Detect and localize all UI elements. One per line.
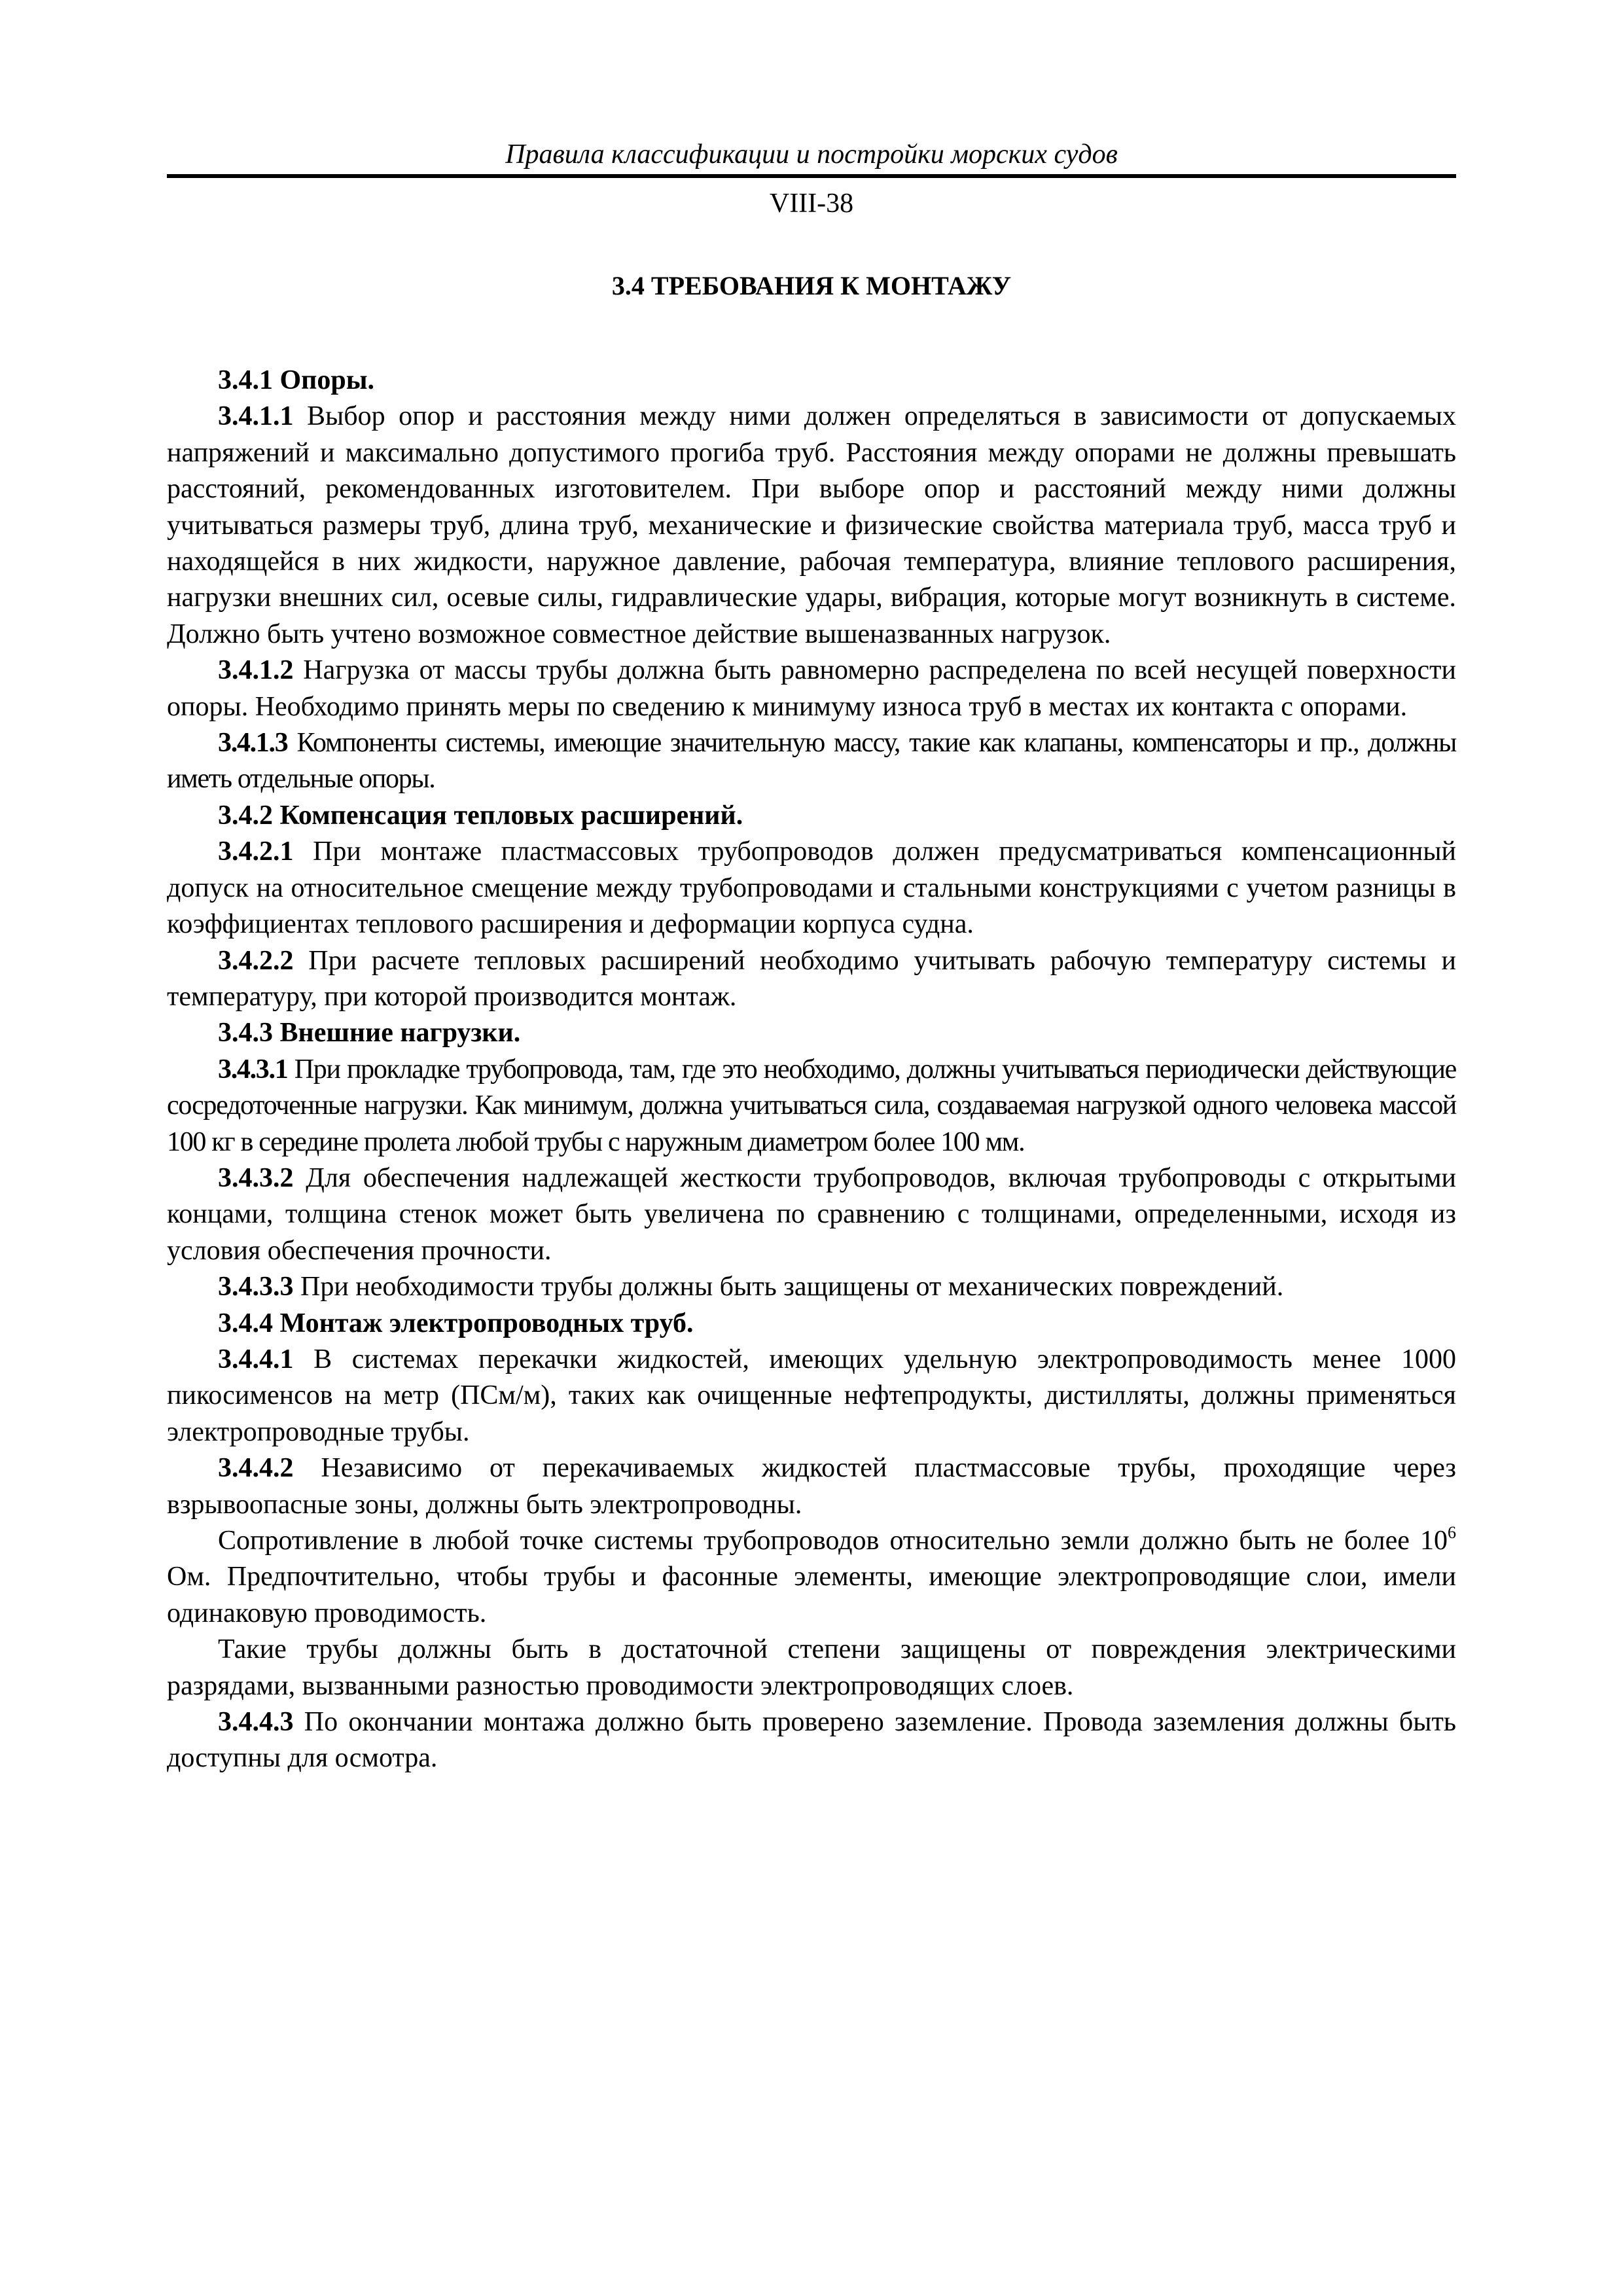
clause-text: При необходимости трубы должны быть защищены от механических повреждений. bbox=[300, 1272, 1284, 1302]
paragraph-resistance bbox=[167, 1523, 1456, 1632]
paragraph-3-4-4-1 bbox=[167, 1342, 1456, 1450]
clause-text: Независимо от перекачиваемых жидкостей пластмассовые трубы, проходящие через взрывоопасные зоны, должны быть электропроводны. bbox=[167, 1453, 1456, 1520]
clause-number: 3.4.4.1 bbox=[218, 1344, 294, 1374]
clause-text: Нагрузка от массы трубы должна быть равномерно распределена по всей несущей поверхности опоры. Необходимо принять меры по сведению к минимуму износа труб в местах их контакта с опорами. bbox=[167, 655, 1457, 722]
running-title: Правила классификации и постройки морских судов bbox=[505, 139, 1118, 170]
paragraph-3-4-2-2 bbox=[167, 943, 1456, 1016]
clause-text: Компоненты системы, имеющие значительную массу, такие как клапаны, компенсаторы и пр., должны иметь отдельные опоры. bbox=[167, 728, 1456, 795]
paragraph-3-4-4-2 bbox=[167, 1450, 1456, 1523]
paragraph-3-4-1-2 bbox=[167, 653, 1456, 725]
page-number: VIII-38 bbox=[769, 188, 854, 219]
paragraph-3-4-3-3 bbox=[167, 1269, 1456, 1305]
header-rule bbox=[167, 174, 1456, 178]
clause-number: 3.4.1.3 bbox=[218, 728, 288, 759]
clause-text: При расчете тепловых расширений необходимо учитывать рабочую температуру системы и температуру, при которой производится монтаж. bbox=[167, 945, 1456, 1012]
paragraph-3-4-2-1 bbox=[167, 834, 1456, 942]
clause-text: При прокладке трубопровода, там, где это необходимо, должны учитываться периодически действующие сосредоточенные нагрузки. Как минимум, должна учитываться сила, создаваемая нагрузкой одного человека массой 100 кг в середине пролета любой трубы с наружным диаметром более 100 мм. bbox=[167, 1054, 1456, 1157]
resistance-exponent: 6 bbox=[1448, 1523, 1456, 1542]
clause-number: 3.4.3.1 bbox=[218, 1054, 288, 1085]
resistance-text-end: Ом. Предпочтительно, чтобы трубы и фасонные элементы, имеющие электропроводящие слои, имели одинаковую проводимость. bbox=[167, 1562, 1456, 1628]
clause-text: Выбор опор и расстояния между ними должен определяться в зависимости от допускаемых напряжений и максимально допустимого прогиба труб. Расстояния между опорами не должны превышать расстояний, рекомендованных изготовителем. При выборе опор и расстояний между ними должны учитываться размеры труб, длина труб, механические и физические свойства материала труб, масса труб и находящейся в них жидкости, наружное давление, рабочая температура, влияние теплового расширения, нагрузки внешних сил, осевые силы, гидравлические удары, вибрация, которые могут возникнуть в системе. Должно быть учтено возможное совместное действие вышеназванных нагрузок. bbox=[167, 401, 1457, 649]
subsection-heading-3-4-3: 3.4.3 Внешние нагрузки. bbox=[218, 1018, 521, 1049]
clause-number: 3.4.2.1 bbox=[218, 836, 294, 867]
clause-text: В системах перекачки жидкостей, имеющих удельную электропроводимость менее 1000 пикосименсов на метр (ПСм/м), таких как очищенные нефтепродукты, дистилляты, должны применяться электропроводные трубы. bbox=[167, 1344, 1457, 1447]
clause-number: 3.4.1.2 bbox=[218, 655, 294, 686]
clause-number: 3.4.4.2 bbox=[218, 1453, 294, 1484]
clause-text: По окончании монтажа должно быть проверено заземление. Провода заземления должны быть доступны для осмотра. bbox=[167, 1707, 1456, 1774]
clause-number: 3.4.3.3 bbox=[218, 1272, 294, 1302]
paragraph-protection: Такие трубы должны быть в достаточной степени защищены от повреждения электрическими разрядами, вызванными разностью проводимости электропроводящих слоев. bbox=[167, 1634, 1456, 1701]
paragraph-3-4-3-2 bbox=[167, 1160, 1456, 1269]
paragraph-3-4-3-1 bbox=[167, 1052, 1456, 1160]
clause-text: Для обеспечения надлежащей жесткости трубопроводов, включая трубопроводы с открытыми концами, толщина стенок может быть увеличена по сравнению с толщинами, определенными, исходя из условия обеспечения прочности. bbox=[167, 1162, 1457, 1266]
paragraph-3-4-1-3 bbox=[167, 725, 1456, 798]
subsection-heading-3-4-2: 3.4.2 Компенсация тепловых расширений. bbox=[218, 800, 743, 831]
clause-number: 3.4.3.2 bbox=[218, 1162, 294, 1193]
paragraph-3-4-1-1 bbox=[167, 399, 1456, 653]
resistance-text-start: Сопротивление в любой точке системы трубопроводов относительно земли должно быть не более 10 bbox=[218, 1526, 1448, 1556]
subsection-heading-3-4-4: 3.4.4 Монтаж электропроводных труб. bbox=[218, 1308, 694, 1338]
document-body bbox=[167, 363, 1456, 1777]
paragraph-3-4-4-3 bbox=[167, 1704, 1456, 1777]
clause-number: 3.4.1.1 bbox=[218, 401, 294, 432]
section-title: 3.4 ТРЕБОВАНИЯ К МОНТАЖУ bbox=[611, 271, 1012, 300]
subsection-heading-3-4-1: 3.4.1 Опоры. bbox=[218, 365, 375, 395]
clause-number: 3.4.2.2 bbox=[218, 945, 294, 976]
clause-text: При монтаже пластмассовых трубопроводов должен предусматриваться компенсационный допуск на относительное смещение между трубопроводами и стальными конструкциями с учетом разницы в коэффициентах теплового расширения и деформации корпуса судна. bbox=[167, 836, 1457, 940]
clause-number: 3.4.4.3 bbox=[218, 1707, 294, 1738]
